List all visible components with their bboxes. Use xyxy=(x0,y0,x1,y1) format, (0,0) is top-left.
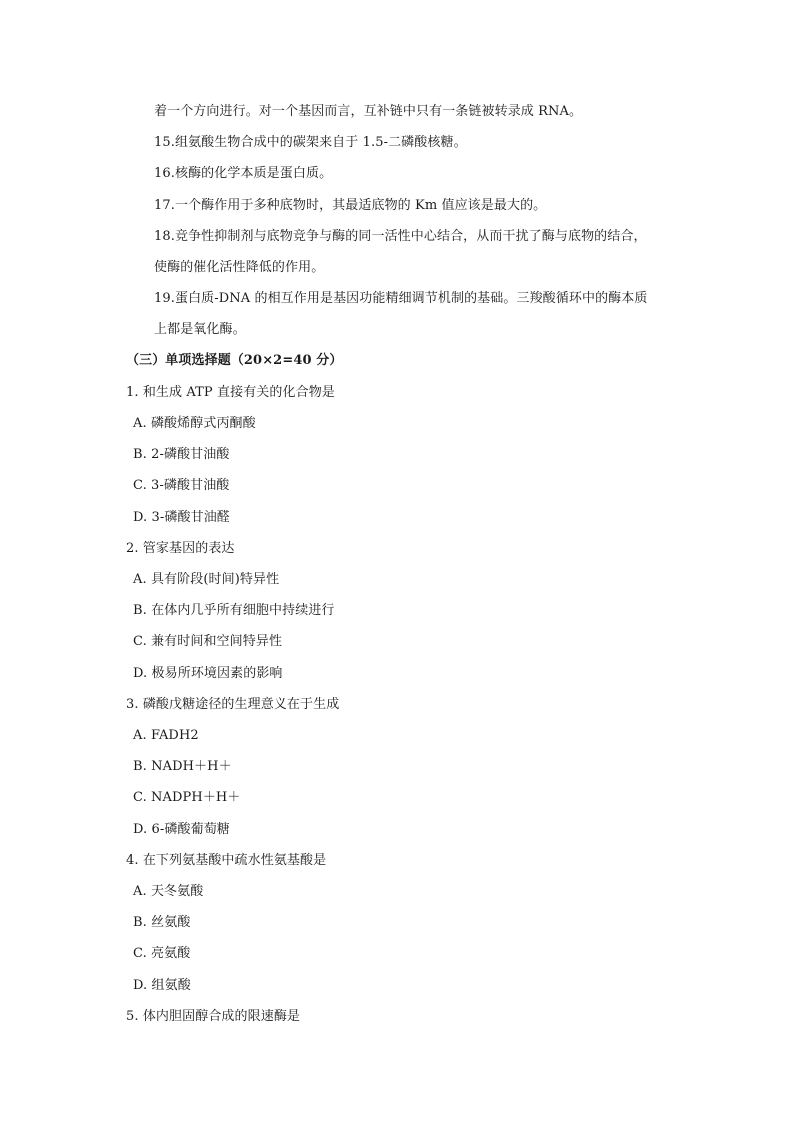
statement-16: 16.核酶的化学本质是蛋白质。 xyxy=(154,166,333,181)
statement-19-line1: 19.蛋白质-DNA 的相互作用是基因功能精细调节机制的基础。三羧酸循环中的酶本质 xyxy=(154,291,648,306)
statement-18-line1: 18.竞争性抑制剂与底物竞争与酶的同一活性中心结合，从而干扰了酶与底物的结合， xyxy=(154,229,647,244)
statement-18-line2: 使酶的催化活性降低的作用。 xyxy=(154,260,325,275)
question-2-option-d: D. 极易所环境因素的影响 xyxy=(133,666,283,681)
statement-14-continuation: 着一个方向进行。对一个基因而言，互补链中只有一条链被转录成 RNA。 xyxy=(154,104,583,119)
statement-19-line2: 上都是氧化酶。 xyxy=(154,322,246,337)
section-heading-single-choice: （三）单项选择题（20×2=40 分） xyxy=(126,353,343,368)
question-3-option-b: B. NADH＋H＋ xyxy=(133,759,232,774)
question-2-stem: 2. 管家基因的表达 xyxy=(126,541,235,556)
question-4-option-d: D. 组氨酸 xyxy=(133,978,191,993)
statement-17: 17.一个酶作用于多种底物时，其最适底物的 Km 值应该是最大的。 xyxy=(154,198,547,213)
question-3-option-a: A. FADH2 xyxy=(133,728,199,743)
question-1-option-b: B. 2-磷酸甘油酸 xyxy=(133,447,230,462)
question-2-option-c: C. 兼有时间和空间特异性 xyxy=(133,634,283,649)
question-3-option-c: C. NADPH＋H＋ xyxy=(133,790,241,805)
question-1-option-d: D. 3-磷酸甘油醛 xyxy=(133,510,230,525)
question-2-option-a: A. 具有阶段(时间)特异性 xyxy=(133,572,280,587)
question-1-option-a: A. 磷酸烯醇式丙酮酸 xyxy=(133,416,256,431)
question-3-option-d: D. 6-磷酸葡萄糖 xyxy=(133,822,230,837)
question-1-option-c: C. 3-磷酸甘油酸 xyxy=(133,478,230,493)
question-4-stem: 4. 在下列氨基酸中疏水性氨基酸是 xyxy=(126,853,327,868)
statement-15: 15.组氨酸生物合成中的碳架来自于 1.5-二磷酸核糖。 xyxy=(154,135,467,150)
question-4-option-a: A. 天冬氨酸 xyxy=(133,884,204,899)
question-4-option-b: B. 丝氨酸 xyxy=(133,915,191,930)
question-5-stem: 5. 体内胆固醇合成的限速酶是 xyxy=(126,1009,301,1024)
question-4-option-c: C. 亮氨酸 xyxy=(133,946,191,961)
question-2-option-b: B. 在体内几乎所有细胞中持续进行 xyxy=(133,603,335,618)
question-1-stem: 1. 和生成 ATP 直接有关的化合物是 xyxy=(126,385,335,400)
question-3-stem: 3. 磷酸戊糖途径的生理意义在于生成 xyxy=(126,697,340,712)
